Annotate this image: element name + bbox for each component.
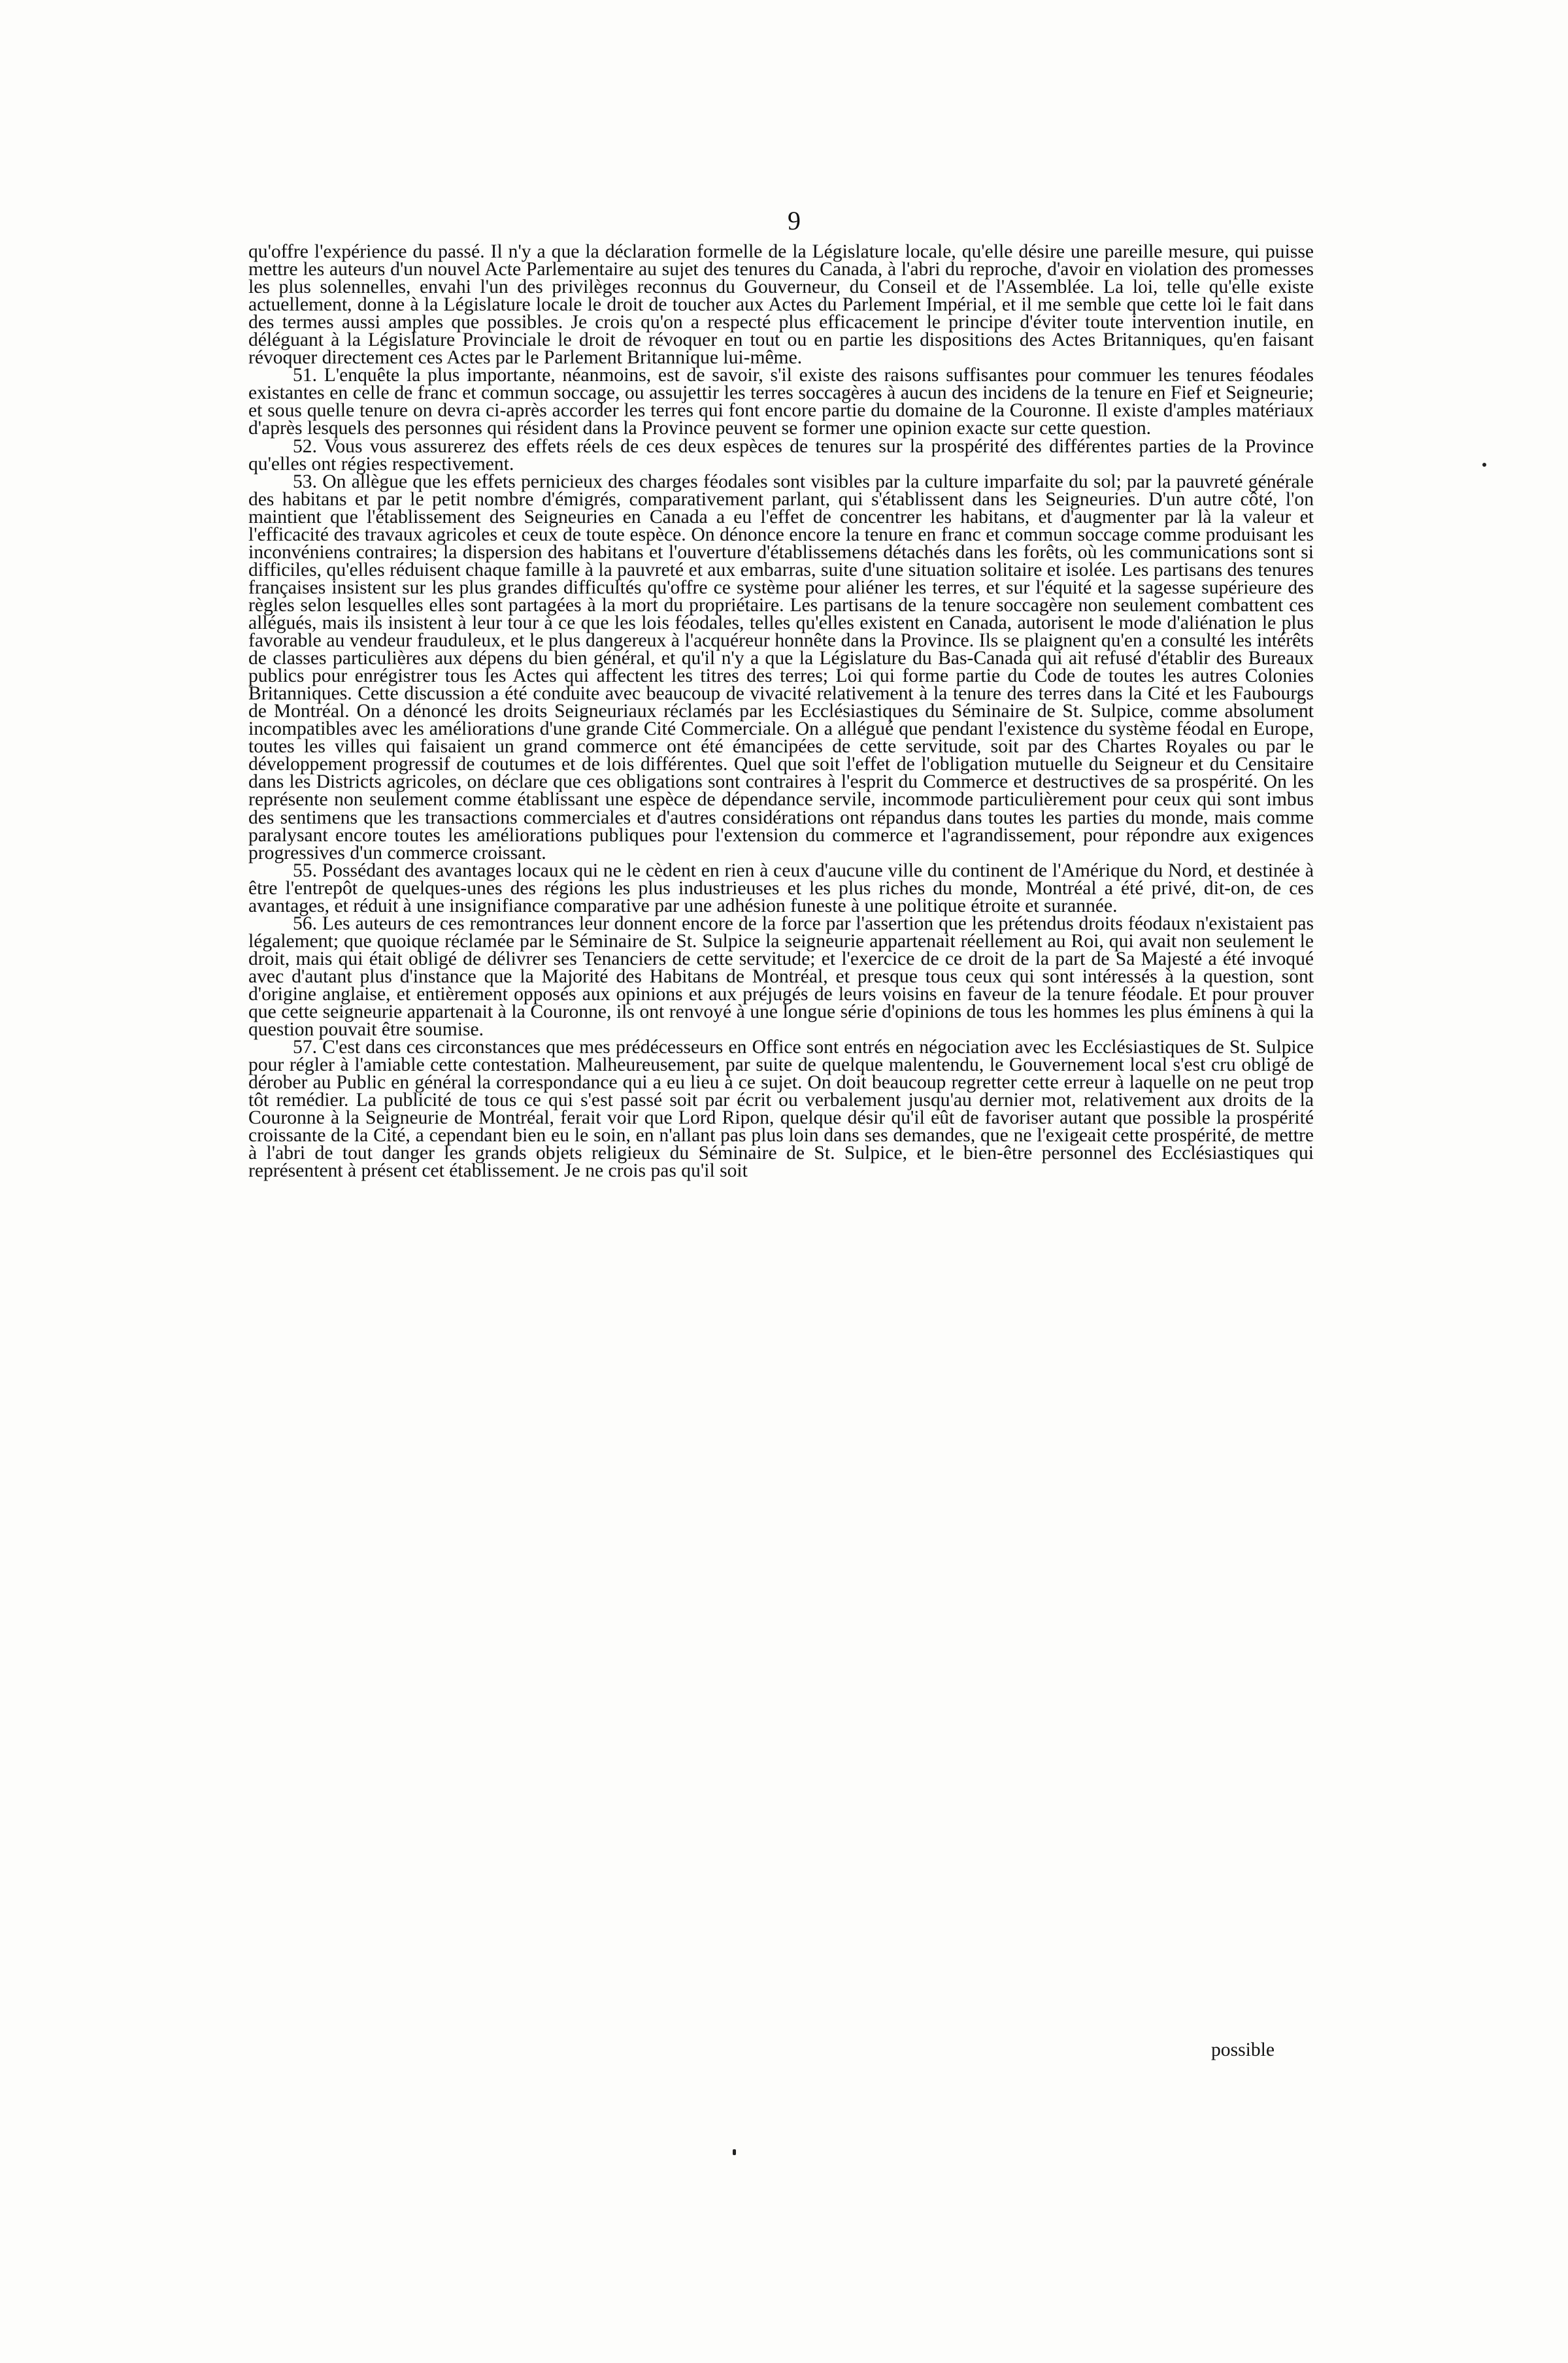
- margin-mark: [1482, 463, 1486, 467]
- paragraph-52: 52. Vous vous assurerez des effets réels de ces deux espèces de tenures sur la prospérité des différentes parties de la Province qu'elles ont régies respectivement.: [248, 435, 1314, 475]
- catchword: possible: [1210, 2039, 1275, 2060]
- paragraph-56: 56. Les auteurs de ces remontrances leur donnent encore de la force par l'assertion que les prétendus droits féodaux n'existaient pas légalement; que quoique réclamée par le Séminaire de St. Sulpice la seigneurie appartenait réellement au Roi, qui avait non seulement le droit, mais qui était obligé de délivrer ses Tenanciers de cette servitude; et l'exercice de ce droit de la part de Sa Majesté a été invoqué avec d'autant plus d'instance que la Majorité des Habitans de Montréal, et presque tous ceux qui sont intéressés à la question, sont d'origine anglaise, et entièrement opposés aux opinions et aux préjugés de leurs voisins en faveur de la tenure féodale. Et pour prouver que cette seigneurie appartenait à la Couronne, ils ont renvoyé à une longue série d'opinions de tous les hommes les plus éminens à qui la question pouvait être soumise.: [248, 913, 1314, 1041]
- paragraph-53: 53. On allègue que les effets pernicieux des charges féodales sont visibles par la culture imparfaite du sol; par la pauvreté générale des habitans et par le petit nombre d'émigrés, comparativement parlant, qui s'établissent dans les Seigneuries. D'un autre côté, l'on maintient que l'établissement des Seigneuries en Canada a eu l'effet de concentrer les habitans, et d'augmenter par là la valeur et l'efficacité des travaux agricoles et ceux de toute espèce. On dénonce encore la tenure en franc et commun soccage comme produisant les inconvéniens contraires; la dispersion des habitans et l'ouverture d'établissemens détachés dans les forêts, où les communications sont si difficiles, qu'elles réduisent chaque famille à la pauvreté et aux embarras, suite d'une situation solitaire et isolée. Les partisans des tenures françaises insistent sur les plus grandes difficultés qu'offre ce système pour aliéner les terres, et sur l'équité et la sagesse supérieure des règles selon lesquelles elles sont partagées à la mort du propriétaire. Les partisans de la tenure soccagère non seulement combattent ces allégués, mais ils insistent à leur tour à ce que les lois féodales, telles qu'elles existent en Canada, autorisent le mode d'aliénation le plus favorable au vendeur frauduleux, et le plus dangereux à l'acquéreur honnête dans la Province. Ils se plaignent qu'en a consulté les intérêts de classes particulières aux dépens du bien général, et qu'il n'y a que la Législature du Bas-Canada qui ait refusé d'établir des Bureaux publics pour enrégistrer tous les Actes qui affectent les titres des terres; Loi qui forme partie du Code de toutes les autres Colonies Britanniques. Cette discussion a été conduite avec beaucoup de vivacité relativement à la tenure des terres dans la Cité et les Faubourgs de Montréal. On a dénoncé les droits Seigneuriaux réclamés par les Ecclésiastiques du Séminaire de St. Sulpice, comme absolument incompatibles avec les améliorations d'une grande Cité Commerciale. On a allégué que pendant l'existence du système féodal en Europe, toutes les villes qui faisaient un grand commerce ont été émancipées de cette servitude, soit par des Chartes Royales ou par le développement progressif de coutumes et de lois différentes. Quel que soit l'effet de l'obligation mutuelle du Seigneur et du Censitaire dans les Districts agricoles, on déclare que ces obligations sont contraires à l'esprit du Commerce et destructives de sa prospérité. On les représente non seulement comme établissant une espèce de dépendance servile, incommode particulièrement pour ceux qui sont imbus des sentimens que les transactions commerciales et d'autres considérations ont répandus dans toutes les parties du monde, mais comme paralysant encore toutes les améliorations publiques pour l'extension du commerce et l'agrandissement, pour répondre aux exigences progressives d'un commerce croissant.: [248, 471, 1314, 863]
- margin-mark: [733, 2149, 736, 2155]
- paragraph-57: 57. C'est dans ces circonstances que mes prédécesseurs en Office sont entrés en négociation avec les Ecclésiastiques de St. Sulpice pour régler à l'amiable cette contestation. Malheureusement, par suite de quelque malentendu, le Gouvernement local s'est cru obligé de dérober au Public en général la correspondance qui a eu lieu à ce sujet. On doit beaucoup regretter cette erreur à laquelle on ne peut trop tôt remédier. La publicité de tous ce qui s'est passé soit par écrit ou verbalement jusqu'au dernier mot, relativement aux droits de la Couronne à la Seigneurie de Montréal, ferait voir que Lord Ripon, quelque désir qu'il eût de favoriser autant que possible la prospérité croissante de la Cité, a cependant bien eu le soin, en n'allant pas plus loin dans ses demandes, que ne l'exigeait cette prospérité, de mettre à l'abri de tout danger les grands objets religieux du Séminaire de St. Sulpice, et le bien-être personnel des Ecclésiastiques qui représentent à présent cet établissement. Je ne crois pas qu'il soit: [248, 1037, 1314, 1182]
- paragraph-51: 51. L'enquête la plus importante, néanmoins, est de savoir, s'il existe des raisons suffisantes pour commuer les tenures féodales existantes en celle de franc et commun soccage, ou assujettir les terres soccagères à aucun des incidens de la tenure en Fief et Seigneurie; et sous quelle tenure on devra ci-après accorder les terres qui font encore partie du domaine de la Couronne. Il existe d'amples matériaux d'après lesquels des personnes qui résident dans la Province peuvent se former une opinion exacte sur cette question.: [248, 365, 1314, 439]
- paragraph-continued: qu'offre l'expérience du passé. Il n'y a que la déclaration formelle de la Législature locale, qu'elle désire une pareille mesure, qui puisse mettre les auteurs d'un nouvel Acte Parlementaire au sujet des tenures du Canada, à l'abri du reproche, d'avoir en violation des promesses les plus solennelles, envahi l'un des privilèges reconnus du Gouverneur, du Conseil et de l'Assemblée. La loi, telle qu'elle existe actuellement, donne à la Législature locale le droit de toucher aux Actes du Parlement Impérial, et il me semble que cette loi le fait dans des termes aussi amples que possibles. Je crois qu'on a respecté plus efficacement le principe d'éviter toute intervention inutile, en déléguant à la Législature Provinciale le droit de révoquer en tout ou en partie les dispositions des Actes Britanniques, qu'en faisant révoquer directement ces Actes par le Parlement Britannique lui-même.: [248, 241, 1314, 369]
- body-text: [248, 243, 1314, 2113]
- paragraph-55: 55. Possédant des avantages locaux qui ne le cèdent en rien à ceux d'aucune ville du continent de l'Amérique du Nord, et destinée à être l'entrepôt de quelques-unes des régions les plus industrieuses et les plus riches du monde, Montréal a été privé, dit-on, de ces avantages, et réduit à une insignifiance comparative par une adhésion funeste à une politique étroite et surannée.: [248, 860, 1314, 916]
- page-number: 9: [788, 206, 801, 235]
